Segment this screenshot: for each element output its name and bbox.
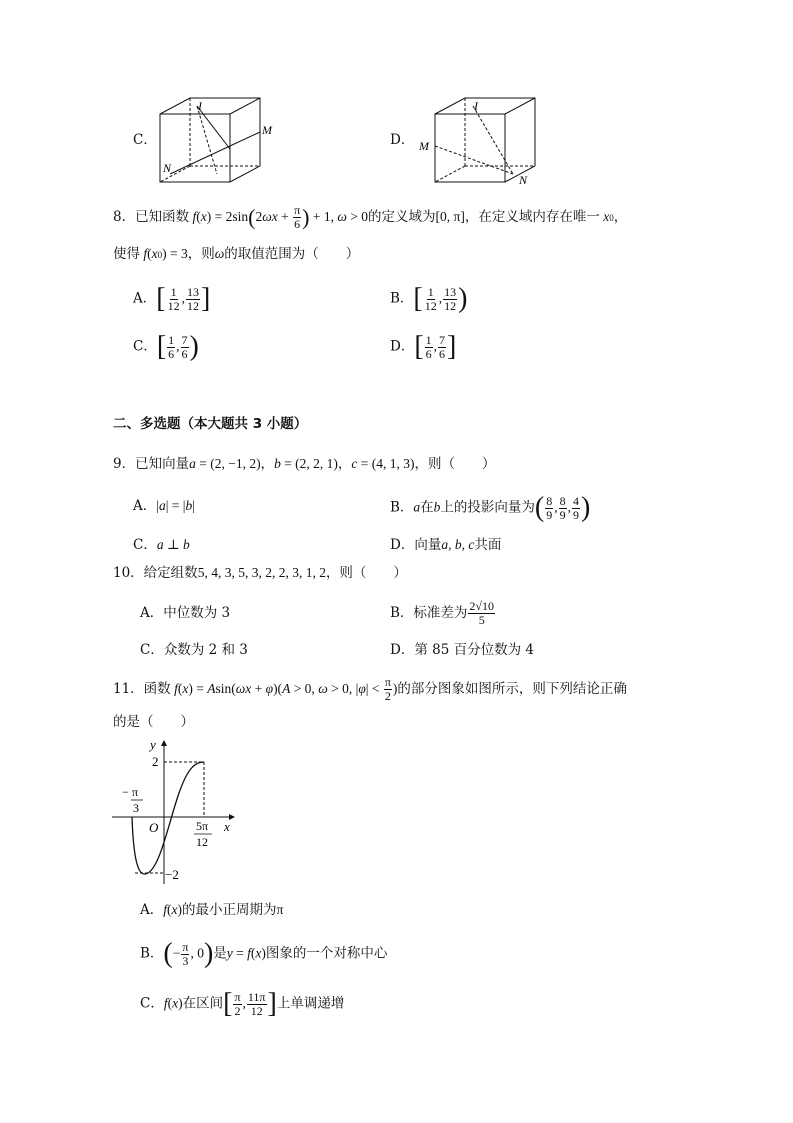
q7d-point-i: I <box>474 99 478 113</box>
q11-ymin: −2 <box>165 867 179 882</box>
q8-stem-line1: 8．已知函数 f(x) = 2sin(2ωx + $\frac{\pi}{6}$ ) + 1, ω > 0的定义域为[0, π]，在定义域内存在唯一 x0， <box>113 203 628 231</box>
q7-option-c-cube <box>155 94 280 186</box>
q9-option-b: B．a在b上的投影向量为( $\frac{8}{9}$ , $\frac{8}{9}$ , $\frac{4}{9}$ ) <box>390 492 591 523</box>
q7-option-c-label: C． <box>133 132 157 148</box>
q9-option-c: C．a ⊥ b <box>133 537 190 553</box>
q10-option-d: D．第 85 百分位数为 4 <box>390 642 534 658</box>
q7d-point-m: M <box>419 139 429 153</box>
q11-origin: O <box>149 820 159 835</box>
q10-stem: 10．给定组数5, 4, 3, 5, 3, 2, 2, 3, 1, 2，则（ ） <box>113 565 407 581</box>
q8-stem-line2: 使得 f(x0) = 3，则ω的取值范围为（ ） <box>113 246 360 262</box>
q8-option-c: C．[ $\frac{1}{6}$ , $\frac{7}{6}$ ) <box>133 331 199 362</box>
q7-option-d-label: D． <box>390 132 415 148</box>
q9-option-a: A．|a| = |b| <box>133 498 195 514</box>
q11-option-a: A．f(x)的最小正周期为π <box>140 902 284 918</box>
q11-xleft-num: π <box>132 785 139 799</box>
q7c-point-n: N <box>163 161 172 175</box>
q11-option-c: C．f(x)在区间[ $\frac{\pi}{2}$ , $\frac{11\pi}{12}$ ]上单调递增 <box>140 988 345 1019</box>
q7c-point-m: M <box>262 123 272 137</box>
q11-stem-line1: 11．函数 f(x) = Asin(ωx + φ)(A > 0, ω > 0, |φ| < $\frac{\pi}{2}$ )的部分图象如图所示，则下列结论正确 <box>113 675 627 703</box>
q7d-point-n: N <box>519 173 528 186</box>
q8-option-b: B．[ $\frac{1}{12}$ , $\frac{13}{12}$ ) <box>390 283 468 314</box>
q11-option-b: B．(− $\frac{\pi}{3}$ , 0)是y = f(x)图象的一个对称中心 <box>140 938 388 969</box>
q7c-point-i: I <box>198 99 202 113</box>
q7-option-d-cube <box>415 94 540 186</box>
q11-xright-den: 12 <box>196 835 208 849</box>
q11-xleft-den: 3 <box>133 801 139 815</box>
q11-y-label: y <box>150 737 156 752</box>
q11-stem-line2: 的是（ ） <box>113 714 194 730</box>
q10-option-c: C．众数为 2 和 3 <box>140 642 248 658</box>
q11-ymax: 2 <box>152 754 159 769</box>
q8-option-d: D．[ $\frac{1}{6}$ , $\frac{7}{6}$ ] <box>390 331 457 362</box>
q11-xright-num: 5π <box>196 819 209 833</box>
q9-option-d: D．向量a, b, c共面 <box>390 537 502 553</box>
q11-graph <box>112 736 242 886</box>
q10-option-b: B．标准差为 $\frac{2√10}{5}$ <box>390 599 495 627</box>
q10-option-a: A．中位数为 3 <box>140 605 231 621</box>
section-title: 二、多选题（本大题共 3 小题） <box>113 416 308 432</box>
q11-x-label: x <box>224 819 230 834</box>
q9-stem: 9．已知向量a = (2, −1, 2)，b = (2, 2, 1)，c = (4, 1, 3)，则（ ） <box>113 456 496 472</box>
q8-option-a: A．[ $\frac{1}{12}$ , $\frac{13}{12}$ ] <box>133 283 211 314</box>
svg-text:−: − <box>122 785 129 799</box>
